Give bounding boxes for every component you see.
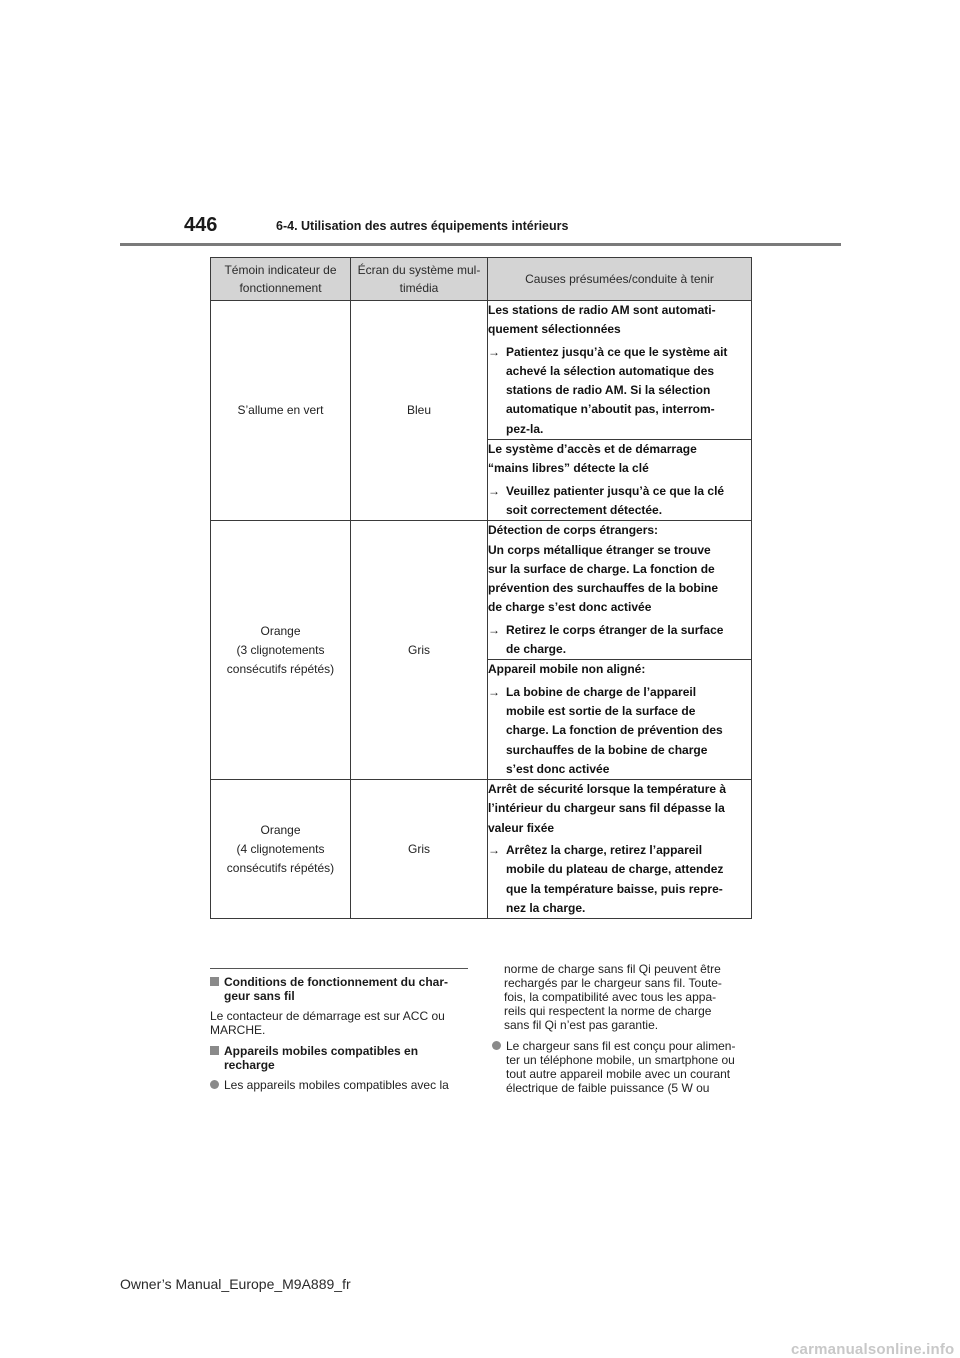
cause-cell: Les stations de radio AM sont automati- quement sélectionnées → Patientez jusqu’à ce que le système ait achevé la sélection automatique des stations de radio AM. Si la sélection automatique n’aboutit pas, interrom- pez-la.	[488, 301, 752, 440]
arrow-icon: →	[488, 843, 500, 858]
list-item: Les appareils mobiles compatibles avec la	[210, 1078, 468, 1092]
action-item: → La bobine de charge de l’appareil mobile est sortie de la surface de charge. La fonction de prévention des surchauffes de la bobine de charge s’est donc activée	[488, 683, 751, 779]
square-bullet-icon	[210, 977, 219, 986]
notes-divider	[210, 968, 468, 969]
action-item: → Arrêtez la charge, retirez l’appareil mobile du plateau de charge, attendez que la température baisse, puis repre- nez la charge.	[488, 841, 751, 918]
conditions-text: Le contacteur de démarrage est sur ACC ou MARCHE.	[210, 1009, 445, 1037]
cause-cell: Le système d’accès et de démarrage “mains libres” détecte la clé → Veuillez patienter jusqu’à ce que la clé soit correctement détectée.	[488, 440, 752, 521]
arrow-icon: →	[488, 622, 500, 637]
table-header-row	[211, 258, 752, 301]
cause-cell: Arrêt de sécurité lorsque la température à l’intérieur du chargeur sans fil dépasse la valeur fixée → Arrêtez la charge, retirez l’appareil mobile du plateau de charge, attendez que la température baisse, puis repre- nez la charge.	[488, 780, 752, 919]
circle-bullet-icon	[210, 1080, 219, 1089]
arrow-icon: →	[488, 344, 500, 359]
manual-id: Owner’s Manual_Europe_M9A889_fr	[120, 1276, 351, 1292]
table-row	[211, 780, 752, 919]
indicator-cell: Orange (3 clignotements consécutifs répétés)	[211, 521, 351, 780]
header-screen: Écran du système mul- timédia	[351, 258, 488, 301]
screen-cell: Gris	[351, 521, 488, 780]
cause-cell: Appareil mobile non aligné: → La bobine de charge de l’appareil mobile est sortie de la surface de charge. La fonction de prévention des surchauffes de la bobine de charge s’est donc activée	[488, 660, 752, 780]
indicator-cell: Orange (4 clignotements consécutifs répétés)	[211, 780, 351, 919]
arrow-icon: →	[488, 483, 500, 498]
page-number: 446	[184, 214, 218, 236]
bullet-continuation: norme de charge sans fil Qi peuvent être rechargés par le chargeur sans fil. Toute- fois, la compatibilité avec tous les appa- reils qui respectent la norme de charge sans fil Qi n’est pas garantie.	[504, 962, 722, 1032]
table-row	[211, 521, 752, 660]
watermark: carmanualsonline.info	[791, 1341, 955, 1358]
conditions-heading: Conditions de fonctionnement du char- geur sans fil	[210, 975, 468, 1003]
screen-cell: Gris	[351, 780, 488, 919]
header-divider	[120, 243, 841, 246]
header-indicator: Témoin indicateur de fonctionnement	[211, 258, 351, 301]
header-causes: Causes présumées/conduite à tenir	[488, 258, 752, 301]
section-title: 6-4. Utilisation des autres équipements intérieurs	[276, 219, 569, 233]
notes-right-column	[492, 962, 754, 1095]
arrow-icon: →	[488, 684, 500, 699]
indicator-cell: S’allume en vert	[211, 301, 351, 521]
action-item: → Patientez jusqu’à ce que le système ait achevé la sélection automatique des stations de radio AM. Si la sélection automatique n’aboutit pas, interrom- pez-la.	[488, 343, 751, 439]
notes-left-column	[210, 975, 468, 1092]
cause-cell: Détection de corps étrangers: Un corps métallique étranger se trouve sur la surface de charge. La fonction de prévention des surchauffes de la bobine de charge s’est donc activée → Retirez le corps étranger de la surface de charge.	[488, 521, 752, 660]
circle-bullet-icon	[492, 1041, 501, 1050]
devices-heading: Appareils mobiles compatibles en recharge	[210, 1044, 468, 1072]
indicator-table	[210, 257, 752, 919]
action-item: → Veuillez patienter jusqu’à ce que la clé soit correctement détectée.	[488, 482, 751, 521]
table-row	[211, 301, 752, 440]
list-item: Le chargeur sans fil est conçu pour alimen- ter un téléphone mobile, un smartphone ou tout autre appareil mobile avec un courant électrique de faible puissance (5 W ou	[492, 1039, 754, 1095]
action-item: → Retirez le corps étranger de la surface de charge.	[488, 621, 751, 660]
screen-cell: Bleu	[351, 301, 488, 521]
square-bullet-icon	[210, 1046, 219, 1055]
